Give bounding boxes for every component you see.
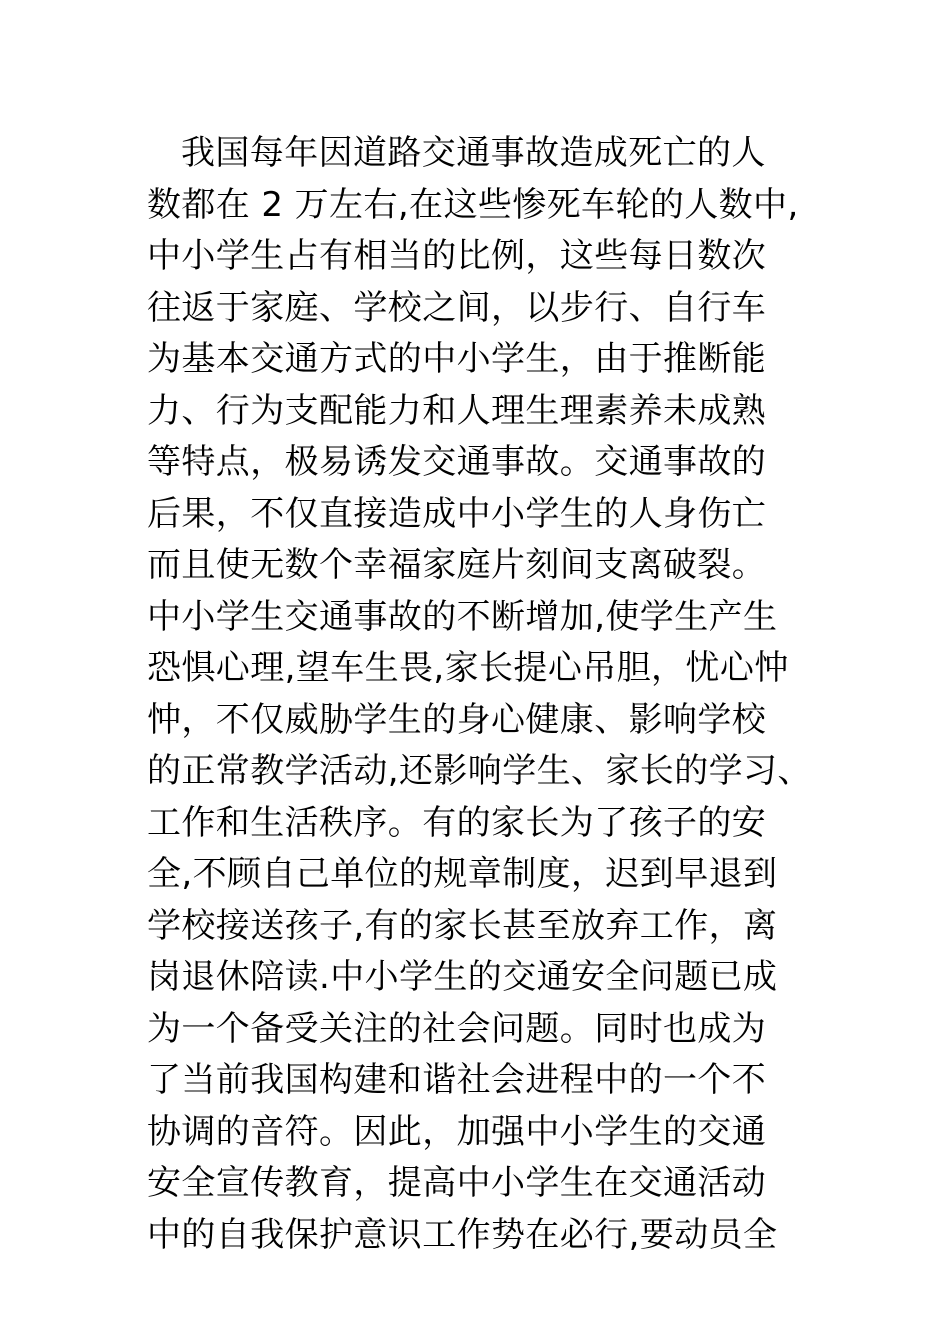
paragraph-line: 中小学生占有相当的比例，这些每日数次	[147, 236, 767, 276]
paragraph-line: 为基本交通方式的中小学生，由于推断能	[147, 339, 767, 379]
paragraph-line: 岗退休陪读.中小学生的交通安全问题已成	[147, 957, 778, 997]
paragraph-line: 我国每年因道路交通事故造成死亡的人	[181, 133, 766, 173]
paragraph-line: 了当前我国构建和谐社会进程中的一个不	[147, 1060, 767, 1100]
paragraph-line: 忡，不仅威胁学生的身心健康、影响学校	[147, 699, 767, 740]
paragraph-line: 全,不顾自己单位的规章制度，迟到早退到	[147, 854, 778, 894]
paragraph-line: 学校接送孩子,有的家长甚至放弃工作，离	[147, 905, 778, 946]
paragraph-line: 的正常教学活动,还影响学生、家长的学习、	[147, 751, 812, 791]
paragraph-line: 力、行为支配能力和人理生理素养未成熟	[147, 390, 767, 431]
paragraph-line: 后果，不仅直接造成中小学生的人身伤亡	[147, 493, 767, 534]
paragraph-line: 为一个备受关注的社会问题。同时也成为	[147, 1008, 767, 1049]
paragraph-line: 等特点，极易诱发交通事故。交通事故的	[147, 442, 767, 482]
paragraph-line: 而且使无数个幸福家庭片刻间支离破裂。	[147, 545, 767, 585]
paragraph-line: 工作和生活秩序。有的家长为了孩子的安	[147, 802, 767, 843]
paragraph-line: 中的自我保护意识工作势在必行,要动员全	[147, 1214, 778, 1255]
paragraph-line: 往返于家庭、学校之间，以步行、自行车	[147, 287, 767, 328]
paragraph-line: 安全宣传教育，提高中小学生在交通活动	[147, 1163, 767, 1203]
paragraph-line: 中小学生交通事故的不断增加,使学生产生	[147, 596, 778, 637]
paragraph-line: 恐惧心理,望车生畏,家长提心吊胆，忧心忡	[147, 648, 789, 688]
body-paragraph	[147, 128, 827, 1261]
paragraph-line: 数都在 2 万左右,在这些惨死车轮的人数中,	[147, 184, 799, 225]
paragraph-line: 协调的音符。因此，加强中小学生的交通	[147, 1111, 767, 1152]
